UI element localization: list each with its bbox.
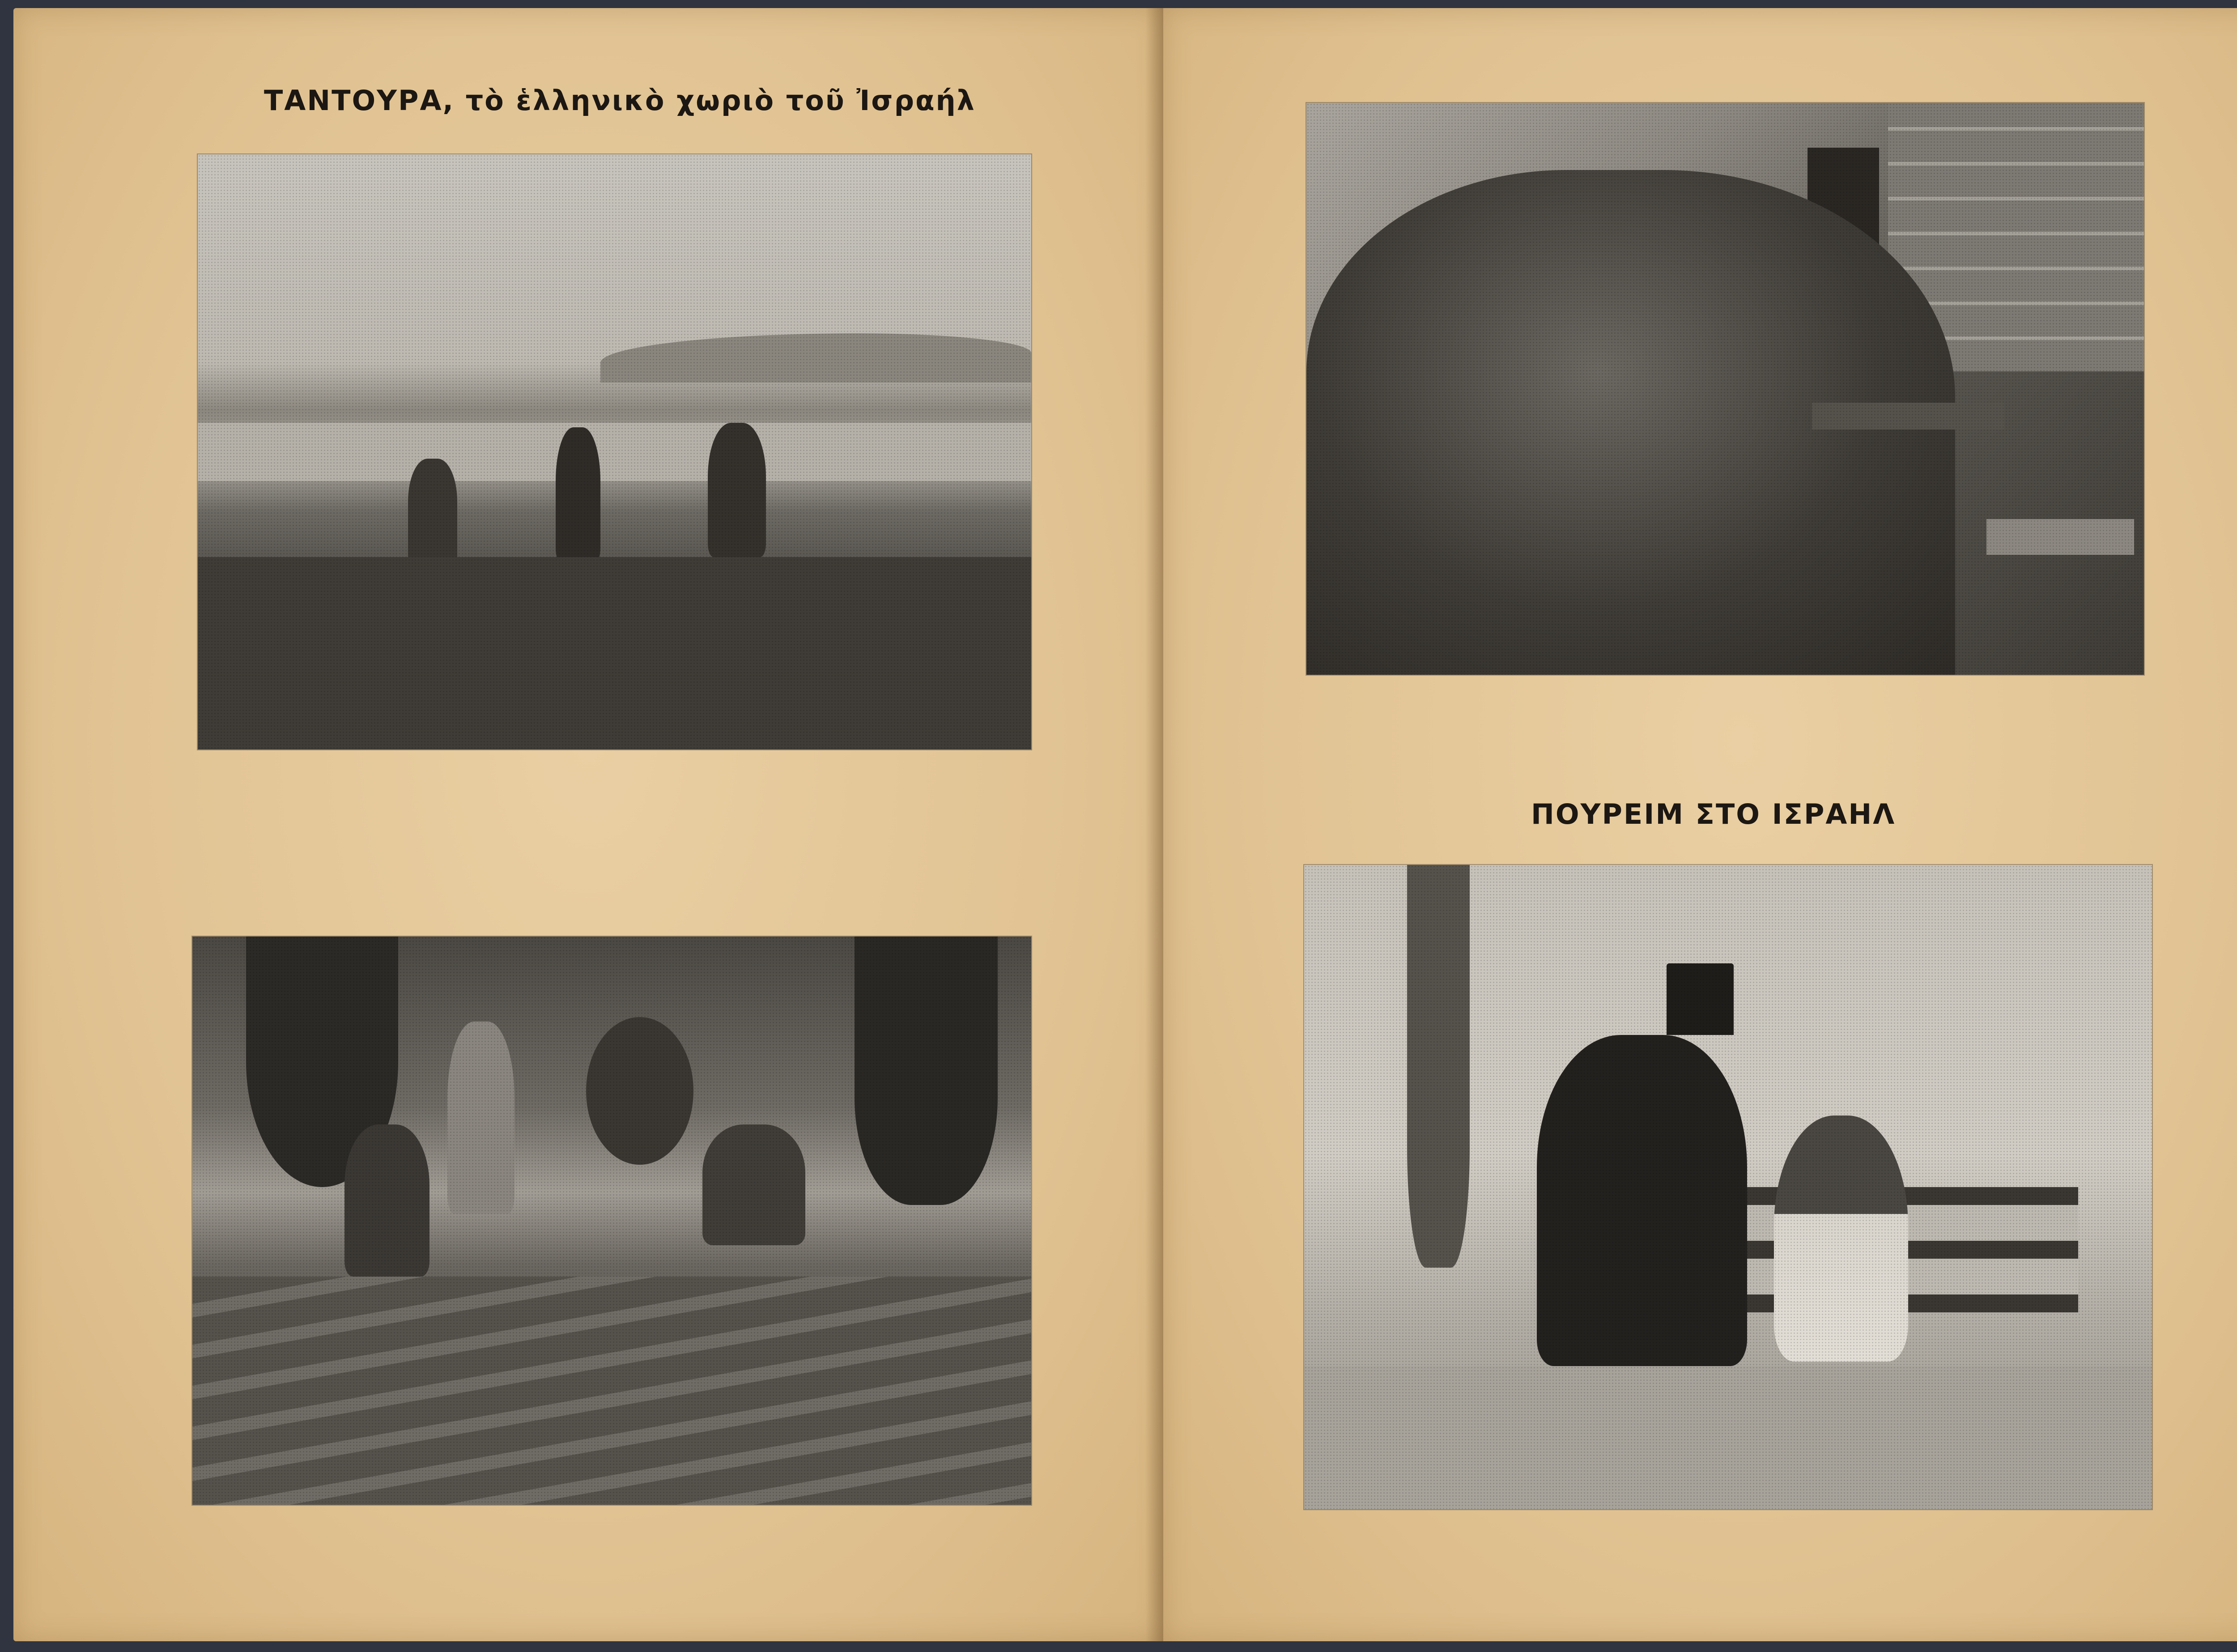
- wooden-bench: [1707, 1187, 2078, 1312]
- doorway: [1807, 148, 1879, 336]
- worker-2: [556, 427, 600, 562]
- tree-trunk: [1407, 865, 1470, 1268]
- tilled-soil: [198, 557, 1031, 749]
- photo-top-hat-man-and-girl: [1304, 865, 2152, 1509]
- table: [1812, 403, 2004, 430]
- left-page-caption: ΤΑΝΤΟΥΡΑ, τὸ ἑλληνικὸ χωριὸ τοῦ Ἰσραήλ: [264, 84, 976, 117]
- tree-center: [586, 1017, 693, 1165]
- right-page: [1163, 8, 2237, 1641]
- man-in-top-hat: [1537, 1035, 1747, 1366]
- tree-left: [246, 937, 398, 1187]
- top-hat: [1667, 963, 1734, 1035]
- water-strip: [198, 423, 1031, 481]
- photo-field-workers: [198, 154, 1031, 749]
- photo-workers-in-grove: [192, 937, 1031, 1505]
- photo-group-of-men: [1306, 103, 2144, 675]
- girl-in-costume: [1774, 1116, 1908, 1362]
- men-crowd: [1306, 170, 1955, 675]
- bench: [1986, 519, 2134, 555]
- ground-rows: [192, 1277, 1031, 1505]
- stone-wall: [1888, 103, 2144, 371]
- far-hills: [600, 333, 1031, 383]
- worker-kneeling-right: [702, 1124, 805, 1245]
- right-page-caption: ΠΟΥΡΕΙΜ ΣΤΟ ΙΣΡΑΗΛ: [1531, 798, 1896, 830]
- worker-standing: [447, 1022, 515, 1214]
- tree-right: [855, 937, 998, 1205]
- worker-3: [708, 423, 766, 557]
- ground: [1304, 1366, 2152, 1509]
- worker-1: [408, 459, 457, 566]
- left-page: [13, 8, 1163, 1641]
- worker-seated-left: [344, 1124, 430, 1277]
